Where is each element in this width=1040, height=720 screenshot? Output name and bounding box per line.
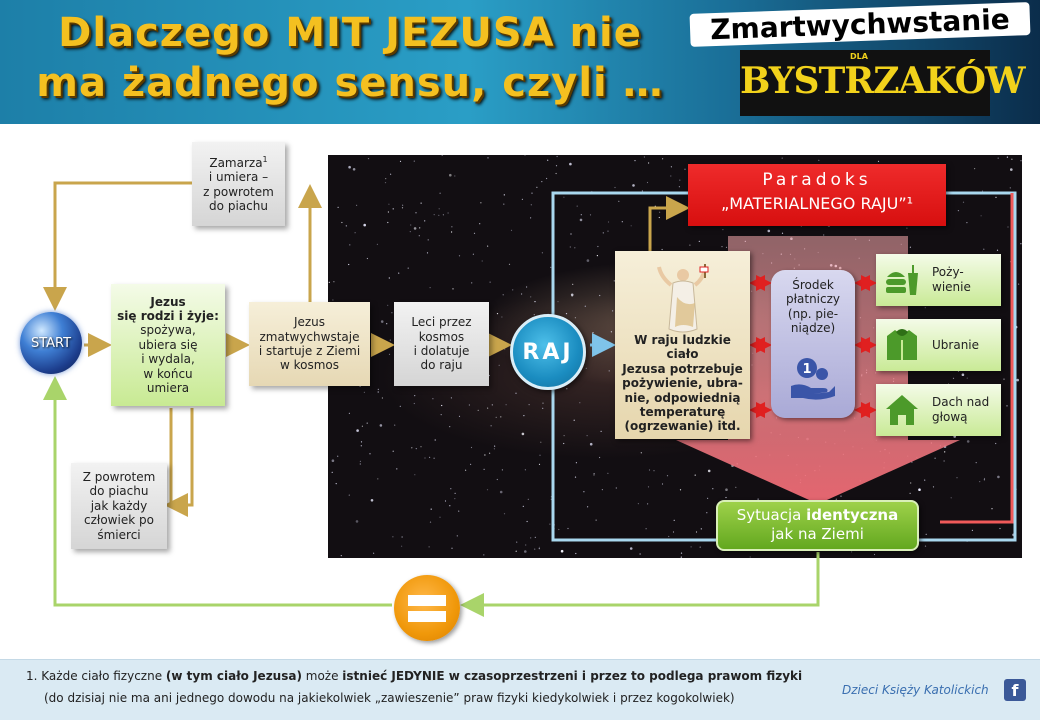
paradox-title: Paradoks bbox=[762, 170, 872, 190]
in-heaven-line: pożywienie, ubra- bbox=[622, 376, 743, 391]
back-to-dust-box bbox=[71, 463, 167, 549]
clothing-icon bbox=[884, 328, 920, 362]
footnote-bold-1: (w tym ciało Jezusa) bbox=[165, 669, 302, 683]
resurrect-line: zmatwychwstaje bbox=[259, 329, 360, 344]
title-line-1: Dlaczego MIT JEZUSA nie bbox=[58, 10, 642, 56]
flies-line: kosmos bbox=[418, 329, 465, 344]
zamarza-line: do piachu bbox=[209, 198, 268, 213]
in-heaven-line: (ogrzewanie) itd. bbox=[624, 419, 741, 434]
in-heaven-line: temperaturę bbox=[639, 404, 726, 419]
svg-text:1: 1 bbox=[802, 362, 812, 377]
need-food-label: Poży- bbox=[932, 265, 964, 279]
in-heaven-line: Jezusa potrzebuje bbox=[622, 361, 743, 376]
footnote-prefix: 1. Każde ciało fizyczne bbox=[26, 669, 166, 683]
situation-line2: jak na Ziemi bbox=[771, 524, 864, 543]
jezus-life-box bbox=[111, 284, 225, 406]
payment-line: płatniczy bbox=[785, 292, 841, 307]
paradox-box bbox=[688, 164, 946, 226]
dust-line: Z powrotem bbox=[82, 470, 156, 485]
equals-icon bbox=[394, 575, 460, 641]
facebook-icon[interactable]: f bbox=[1004, 679, 1026, 701]
food-icon bbox=[884, 263, 920, 297]
situation-pre: Sytuacja bbox=[736, 506, 807, 524]
resurrect-line: Jezus bbox=[293, 315, 326, 330]
in-heaven-line: W raju ludzkie ciało bbox=[634, 333, 731, 362]
need-food bbox=[876, 254, 1001, 306]
flies-box bbox=[394, 302, 489, 386]
flies-line: Leci przez bbox=[411, 315, 472, 330]
jezus-life-line: ubiera się bbox=[138, 337, 198, 352]
hand-coin-icon bbox=[789, 356, 837, 402]
need-clothing-label: Ubranie bbox=[932, 337, 980, 352]
situation-bold: identyczna bbox=[806, 506, 899, 524]
house-icon bbox=[884, 393, 920, 427]
dust-line: śmierci bbox=[97, 527, 141, 542]
jezus-life-line: spożywa, bbox=[140, 323, 196, 338]
flies-line: i dolatuje bbox=[413, 344, 470, 358]
payment-line: (np. pie- bbox=[787, 306, 839, 321]
zamarza-line: Zamarza$^1$ bbox=[209, 154, 268, 170]
resurrect-line: w kosmos bbox=[279, 358, 340, 373]
credit-link[interactable]: Dzieci Księży Katolickich bbox=[842, 683, 989, 697]
jezus-life-line: i wydala, bbox=[141, 352, 195, 367]
need-shelter bbox=[876, 384, 1001, 436]
zamarza-line: i umiera – bbox=[208, 170, 269, 185]
resurrect-line: i startuje z Ziemi bbox=[258, 344, 361, 358]
raj-circle: RAJ bbox=[510, 314, 586, 390]
situation-box bbox=[716, 500, 919, 551]
paradox-subtitle: „MATERIALNEGO RAJU”¹ bbox=[720, 194, 914, 213]
need-shelter-label: głową bbox=[932, 410, 968, 424]
arrow-jezus-to-dust-head bbox=[170, 408, 192, 505]
brand-main: BYSTRZAKÓW bbox=[740, 60, 1025, 102]
arrow-situation-to-equals bbox=[466, 552, 818, 605]
title-line-2: ma żadnego sensu, czyli … bbox=[36, 60, 664, 106]
jezus-title: się rodzi i żyje: bbox=[117, 309, 219, 324]
footer bbox=[0, 659, 1040, 720]
arrow-jezus-to-dust bbox=[170, 408, 171, 505]
brand-dla: DLA bbox=[850, 52, 868, 61]
in-heaven-box bbox=[615, 251, 750, 439]
zamarza-box bbox=[192, 142, 285, 226]
need-clothing bbox=[876, 319, 1001, 371]
jesus-figure-icon bbox=[655, 263, 711, 335]
footnote-bold-2: istnieć JEDYNIE w czasoprzestrzeni i przez to podlega prawom fizyki bbox=[342, 669, 803, 683]
need-shelter-label: Dach nad bbox=[932, 395, 990, 409]
footnote-line-1 bbox=[26, 669, 802, 683]
brand-title: Zmartwychwstanie bbox=[690, 2, 1031, 47]
jezus-life-line: umiera bbox=[146, 380, 190, 395]
zamarza-line: z powrotem bbox=[203, 184, 274, 199]
start-globe: START bbox=[20, 312, 82, 374]
flies-line: do raju bbox=[420, 358, 463, 373]
payment-line: niądze) bbox=[790, 321, 836, 336]
need-food-label: wienie bbox=[932, 280, 971, 294]
jezus-life-line: w końcu bbox=[143, 366, 193, 381]
jezus-title: Jezus bbox=[150, 294, 186, 309]
equals-bar-top bbox=[408, 595, 446, 606]
payment-line: Środek bbox=[792, 278, 834, 292]
arrow-inheaven-to-paradox bbox=[650, 208, 684, 251]
resurrect-box bbox=[249, 302, 370, 386]
payment-box bbox=[771, 270, 855, 418]
footnote-line-2: (do dzisiaj nie ma ani jednego dowodu na jakiekolwiek „zawieszenie” praw fizyki kiedykolwiek i przez kogokolwiek) bbox=[44, 691, 735, 705]
dust-line: jak każdy bbox=[90, 498, 148, 513]
equals-bar-bottom bbox=[408, 611, 446, 622]
in-heaven-line: nie, odpowiednią bbox=[624, 390, 741, 405]
dust-line: człowiek po bbox=[84, 513, 154, 528]
footnote-mid: może bbox=[301, 669, 343, 683]
dust-line: do piachu bbox=[89, 484, 149, 499]
